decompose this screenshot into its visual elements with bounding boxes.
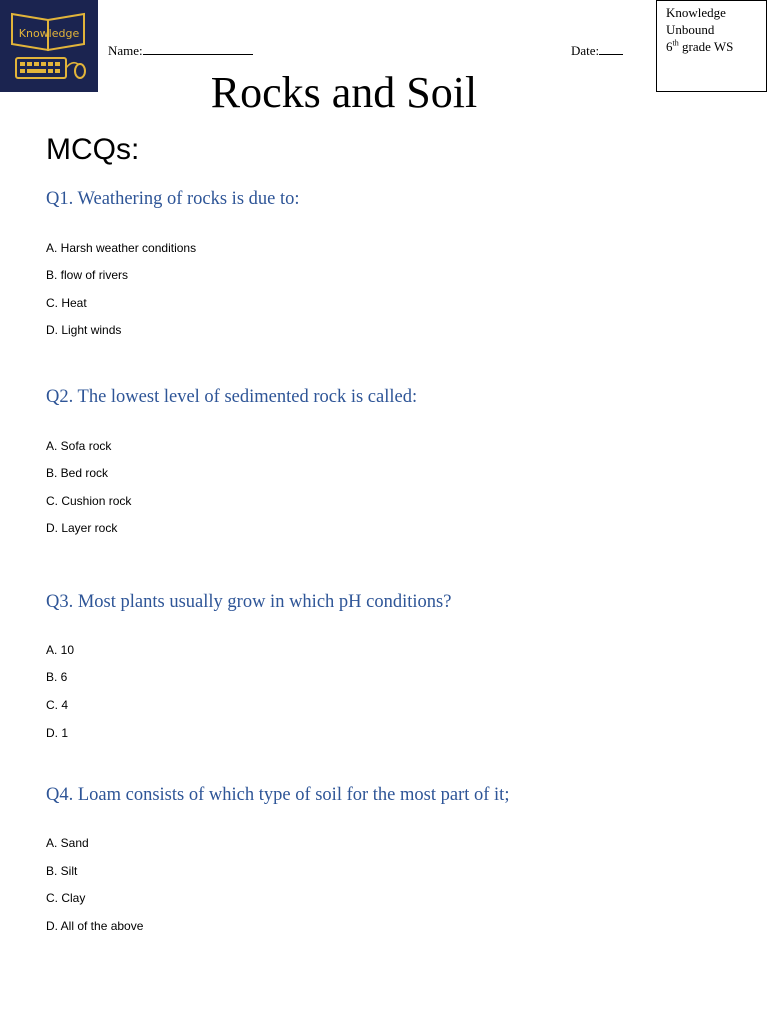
q3-option-c[interactable]: C. 4 <box>46 698 69 712</box>
q3-option-d[interactable]: D. 1 <box>46 726 69 740</box>
grade-text: grade WS <box>678 39 734 54</box>
question-2: Q2. The lowest level of sedimented rock is called: <box>46 387 418 407</box>
q2-option-c[interactable]: C. Cushion rock <box>46 494 132 508</box>
grade-superscript: th <box>672 38 679 48</box>
name-blank-line[interactable] <box>143 43 253 55</box>
info-grade-line <box>666 38 766 55</box>
date-field[interactable] <box>571 43 623 59</box>
page-title: Rocks and Soil <box>210 68 478 117</box>
question-4: Q4. Loam consists of which type of soil for the most part of it; <box>46 785 510 805</box>
q1-option-a[interactable]: A. Harsh weather conditions <box>46 241 197 255</box>
info-line-2: Unbound <box>666 22 715 37</box>
q3-option-a[interactable]: A. 10 <box>46 643 75 657</box>
info-line-1: Knowledge <box>666 5 726 20</box>
q2-option-a[interactable]: A. Sofa rock <box>46 439 112 453</box>
q1-option-d[interactable]: D. Light winds <box>46 323 122 337</box>
q3-option-b[interactable]: B. 6 <box>46 670 68 684</box>
q4-option-a[interactable]: A. Sand <box>46 836 89 850</box>
date-blank-line[interactable] <box>599 43 623 55</box>
question-3: Q3. Most plants usually grow in which pH conditions? <box>46 592 452 612</box>
q4-option-b[interactable]: B. Silt <box>46 864 78 878</box>
q1-option-c[interactable]: C. Heat <box>46 296 87 310</box>
q4-option-d[interactable]: D. All of the above <box>46 919 144 933</box>
question-1: Q1. Weathering of rocks is due to: <box>46 189 300 209</box>
q1-option-b[interactable]: B. flow of rivers <box>46 268 129 282</box>
section-heading: MCQs: <box>46 133 140 166</box>
name-label: Name: <box>108 43 143 58</box>
grade-number: 6 <box>666 39 673 54</box>
date-label: Date: <box>571 43 600 58</box>
name-field[interactable] <box>108 43 253 59</box>
q4-option-c[interactable]: C. Clay <box>46 891 86 905</box>
q2-option-b[interactable]: B. Bed rock <box>46 466 109 480</box>
q2-option-d[interactable]: D. Layer rock <box>46 521 118 535</box>
logo-text: Knowledge <box>18 27 80 40</box>
